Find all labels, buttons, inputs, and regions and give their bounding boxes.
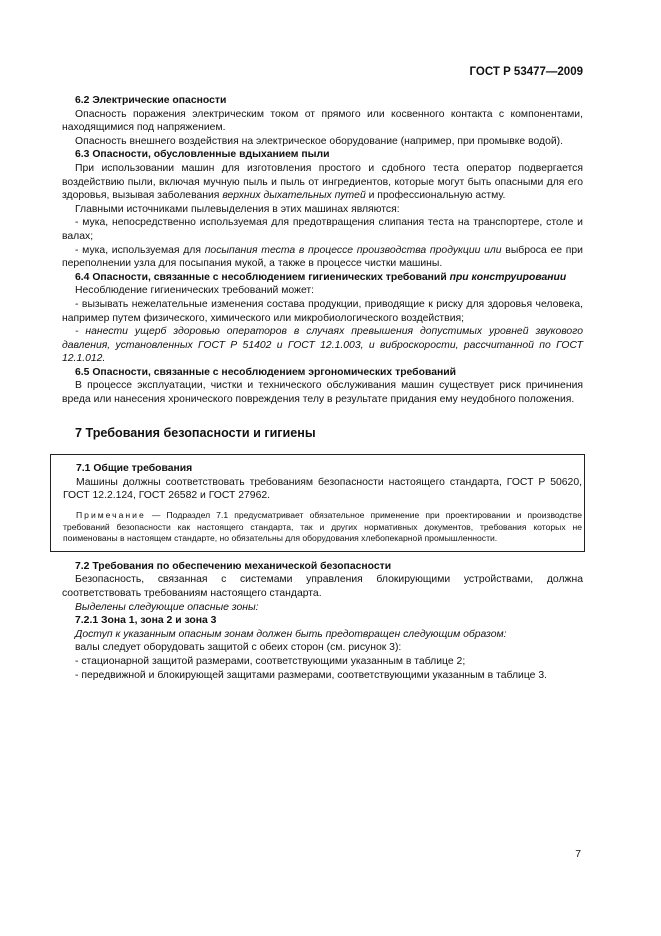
chapter-7-title: 7 Требования безопасности и гигиены xyxy=(75,425,316,440)
section-7-2 xyxy=(62,560,583,682)
section-6-4-para-1: Несоблюдение гигиенических требований может: xyxy=(75,285,315,297)
section-6-3-para-1 xyxy=(62,162,583,203)
section-7-1-box xyxy=(50,454,585,552)
note-label: Примечание xyxy=(76,510,146,521)
text-run: - мука, используемая для xyxy=(75,244,205,256)
section-7-2-para-1: Безопасность, связанная с системами управления блокирующими устройствами, должна соответствовать требованиям настоящего стандарта. xyxy=(62,574,583,599)
section-7-2-title: 7.2 Требования по обеспечению механической безопасности xyxy=(75,560,392,572)
document-body xyxy=(62,94,583,682)
standard-header: ГОСТ Р 53477—2009 xyxy=(469,66,583,78)
note-text: — Подраздел 7.1 предусматривает обязательное применение при проектировании и производстве требований безопасности как настоящего стандарта, так и других нормативных документов, требования которых не поименованы в настоящем стандарте, но обязательны для оборудования хлебопекарной промышленности. xyxy=(63,510,582,544)
section-7-2-1-para-1: Доступ к указанным опасным зонам должен быть предотвращен следующим образом: xyxy=(75,628,507,640)
text-run: и профессиональную астму. xyxy=(365,190,506,202)
section-6-3-para-2: Главными источниками пылевыделения в этих машинах являются: xyxy=(75,203,400,215)
section-6-4-title xyxy=(62,271,583,285)
section-6-3-title: 6.3 Опасности, обусловленные вдыханием пыли xyxy=(75,149,330,161)
text-run: При использовании машин для изготовления простого и сдобного теста оператор подвергается воздействию пыли, включая мучную пыль и пыль от ингредиентов, которые могут быть опасными для его здоровья, вызывая заболевания xyxy=(62,162,583,202)
section-7-2-para-2: Выделены следующие опасные зоны: xyxy=(75,601,259,613)
italic-run: верхних дыхательных путей xyxy=(222,190,366,202)
section-6-5-para-1: В процессе эксплуатации, чистки и технического обслуживания машин существует риск причинения вреда или нанесения хронического повреждения телу в результате придания ему неудобного положения. xyxy=(62,380,583,406)
list-item: - стационарной защитой размерами, соответствующими указанным в таблице 2; xyxy=(75,655,466,667)
list-item: - передвижной и блокирующей защитами размерами, соответствующими указанным в таблице 3. xyxy=(75,669,548,681)
note xyxy=(63,510,582,545)
text-run: 6.4 Опасности, связанные с несоблюдением гигиенических требований xyxy=(75,271,450,283)
section-6-2-title: 6.2 Электрические опасности xyxy=(75,95,227,106)
list-item: - вызывать нежелательные изменения состава продукции, приводящие к риску для здоровья человека, например путем физического, химического или микробиологического воздействия; xyxy=(62,298,583,324)
page-number: 7 xyxy=(575,849,581,860)
italic-run: посыпания теста в процессе производства продукции или xyxy=(204,244,502,256)
section-7-2-1-para-2: валы следует оборудовать защитой с обеих сторон (см. рисунок 3): xyxy=(75,642,402,654)
section-7-1-para-1: Машины должны соответствовать требованиям безопасности настоящего стандарта, ГОСТ Р 50620, ГОСТ 12.2.124, ГОСТ 26582 и ГОСТ 27962. xyxy=(63,476,582,502)
section-7-1-title: 7.1 Общие требования xyxy=(76,463,193,475)
italic-run: при конструировании xyxy=(449,271,567,283)
list-item xyxy=(62,244,583,271)
section-6-2-para-2: Опасность внешнего воздействия на электрическое оборудование (например, при промывке водой). xyxy=(75,135,564,147)
list-item: - нанести ущерб здоровью операторов в случаях превышения допустимых уровней звукового давления, установленных ГОСТ Р 51402 и ГОСТ 12.1.003, и виброскорости, рассчитанной по ГОСТ 12.1.012. xyxy=(62,326,583,365)
section-6-2-para-1: Опасность поражения электрическим током от прямого или косвенного контакта с компонентами, находящимися под напряжением. xyxy=(62,108,583,134)
section-7-2-1-title: 7.2.1 Зона 1, зона 2 и зона 3 xyxy=(75,615,217,627)
list-item: - мука, непосредственно используемая для предотвращения слипания теста на транспортере, столе и валах; xyxy=(62,217,583,242)
section-6-5-title: 6.5 Опасности, связанные с несоблюдением эргономических требований xyxy=(75,366,457,378)
text-run: выброса ее при переполнении узла для посыпания мукой, а также в процессе чистки машины. xyxy=(62,244,583,270)
